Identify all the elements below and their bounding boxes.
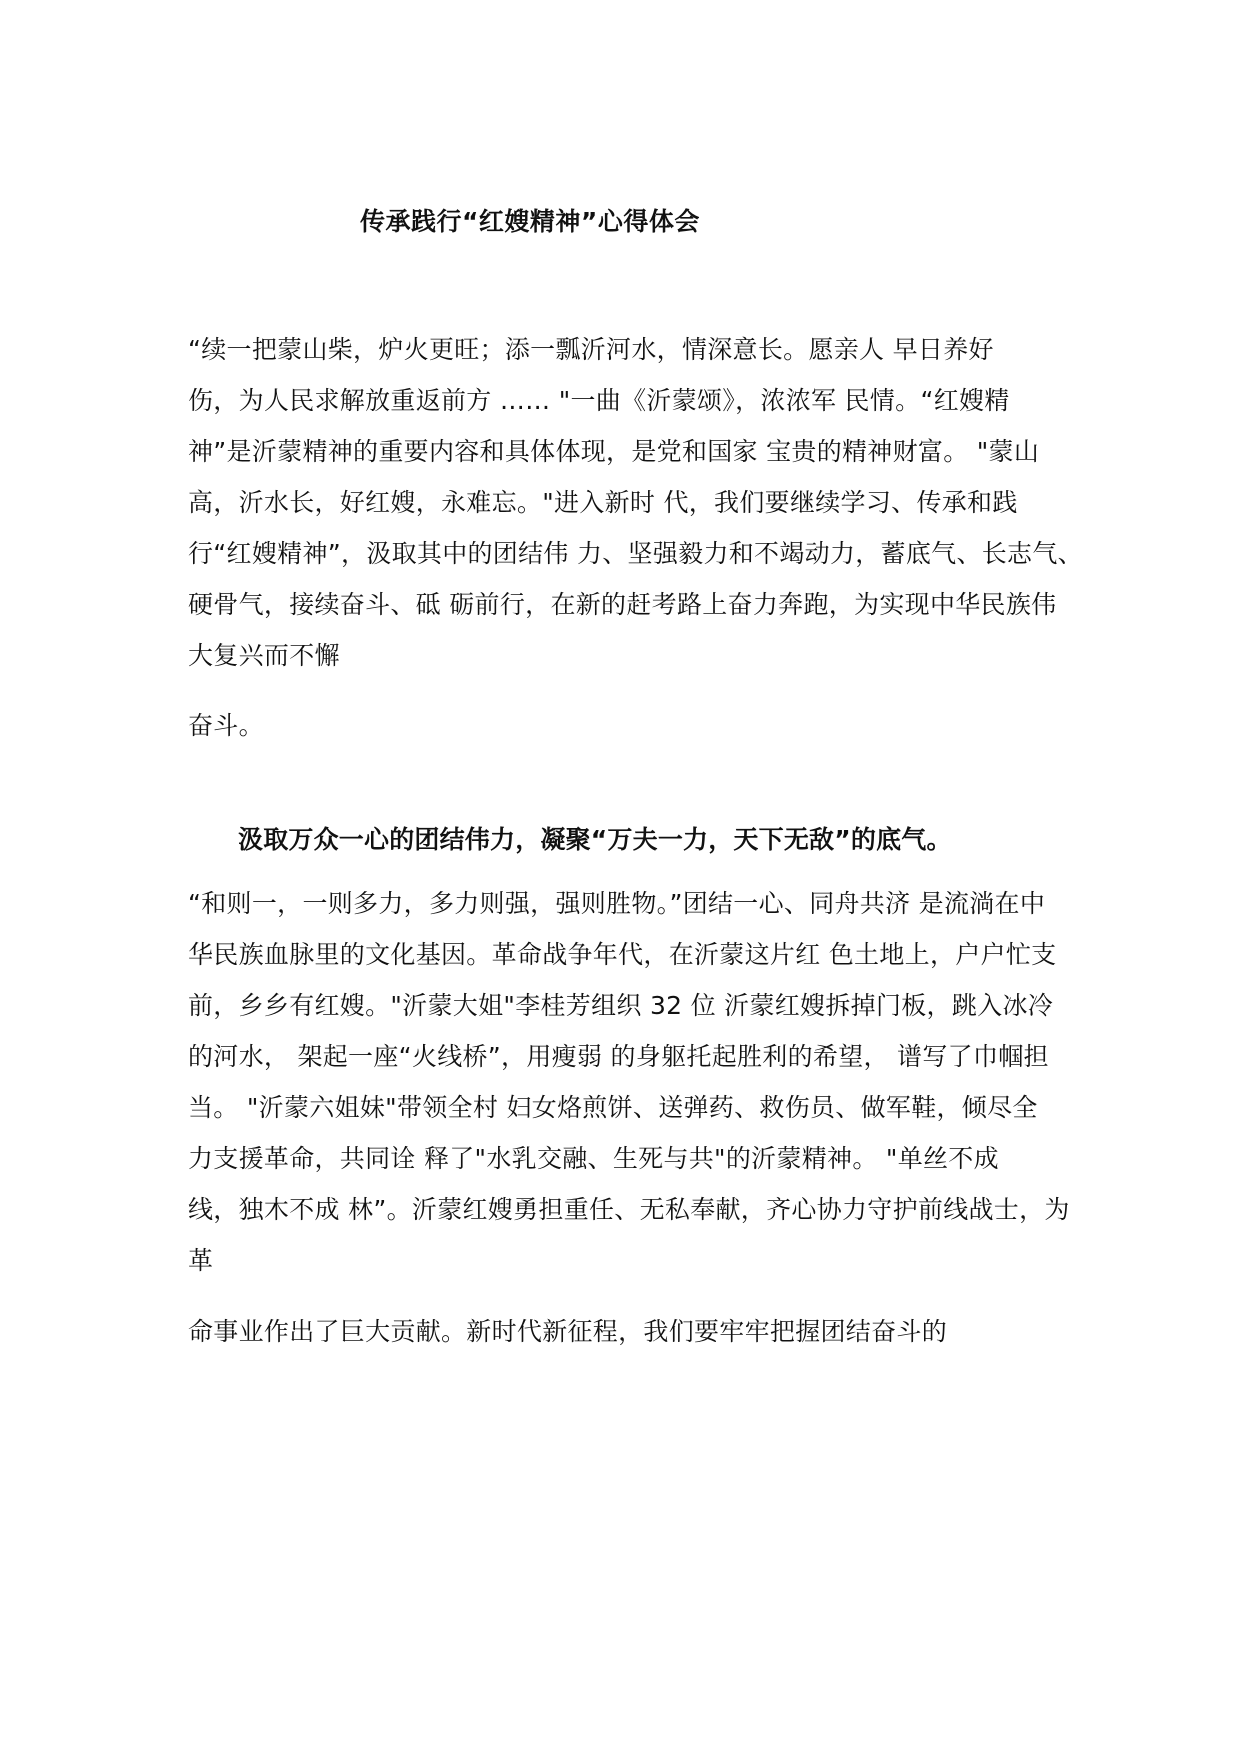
paragraph-1-tail: 奋斗。: [188, 711, 264, 740]
paragraph-1-line: “续一把蒙山柴，炉火更旺；添一瓢沂河水，情深意长。愿亲人 早日养好: [188, 335, 994, 364]
paragraph-1-line: 高，沂水长，好红嫂，永难忘。"进入新时 代，我们要继续学习、传承和践: [188, 488, 1018, 517]
paragraph-2-line: 力支援革命，共同诠 释了"水乳交融、生死与共"的沂蒙精神。 "单丝不成: [188, 1144, 999, 1173]
section-heading: 汲取万众一心的团结伟力，凝聚“万夫一力，天下无敌”的底气。: [238, 825, 952, 854]
paragraph-1-line: 大复兴而不懈: [188, 641, 340, 670]
paragraph-1-line: 神”是沂蒙精神的重要内容和具体体现，是党和国家 宝贵的精神财富。 "蒙山: [188, 437, 1040, 466]
paragraph-2-line: 华民族血脉里的文化基因。革命战争年代，在沂蒙这片红 色土地上，户户忙支: [188, 940, 1057, 969]
paragraph-2-line: 线，独木不成 林”。沂蒙红嫂勇担重任、无私奉献，齐心协力守护前线战士，为: [188, 1195, 1070, 1224]
paragraph-1-line: 伤，为人民求解放重返前方 …… "一曲《沂蒙颂》，浓浓军 民情。“红嫂精: [188, 386, 1010, 415]
paragraph-2-line: 革: [188, 1246, 214, 1275]
document-title: 传承践行“红嫂精神”心得体会: [360, 207, 700, 236]
paragraph-2-line: 当。 "沂蒙六姐妹"带领全村 妇女烙煎饼、送弹药、救伤员、做军鞋，倾尽全: [188, 1093, 1038, 1122]
paragraph-2-line: “和则一，一则多力，多力则强，强则胜物。”团结一心、同舟共济 是流淌在中: [188, 889, 1046, 918]
paragraph-1-line: 行“红嫂精神”，汲取其中的团结伟 力、坚强毅力和不竭动力，蓄底气、长志气、: [188, 539, 1083, 568]
paragraph-2-tail: 命事业作出了巨大贡献。新时代新征程，我们要牢牢把握团结奋斗的: [188, 1317, 948, 1346]
paragraph-2-line: 的河水， 架起一座“火线桥”，用瘦弱 的身躯托起胜利的希望， 谱写了巾帼担: [188, 1042, 1049, 1071]
paragraph-1-line: 硬骨气，接续奋斗、砥 砺前行，在新的赶考路上奋力奔跑，为实现中华民族伟: [188, 590, 1057, 619]
paragraph-2-line: 前，乡乡有红嫂。"沂蒙大姐"李桂芳组织 32 位 沂蒙红嫂拆掉门板，跳入冰冷: [188, 991, 1054, 1020]
